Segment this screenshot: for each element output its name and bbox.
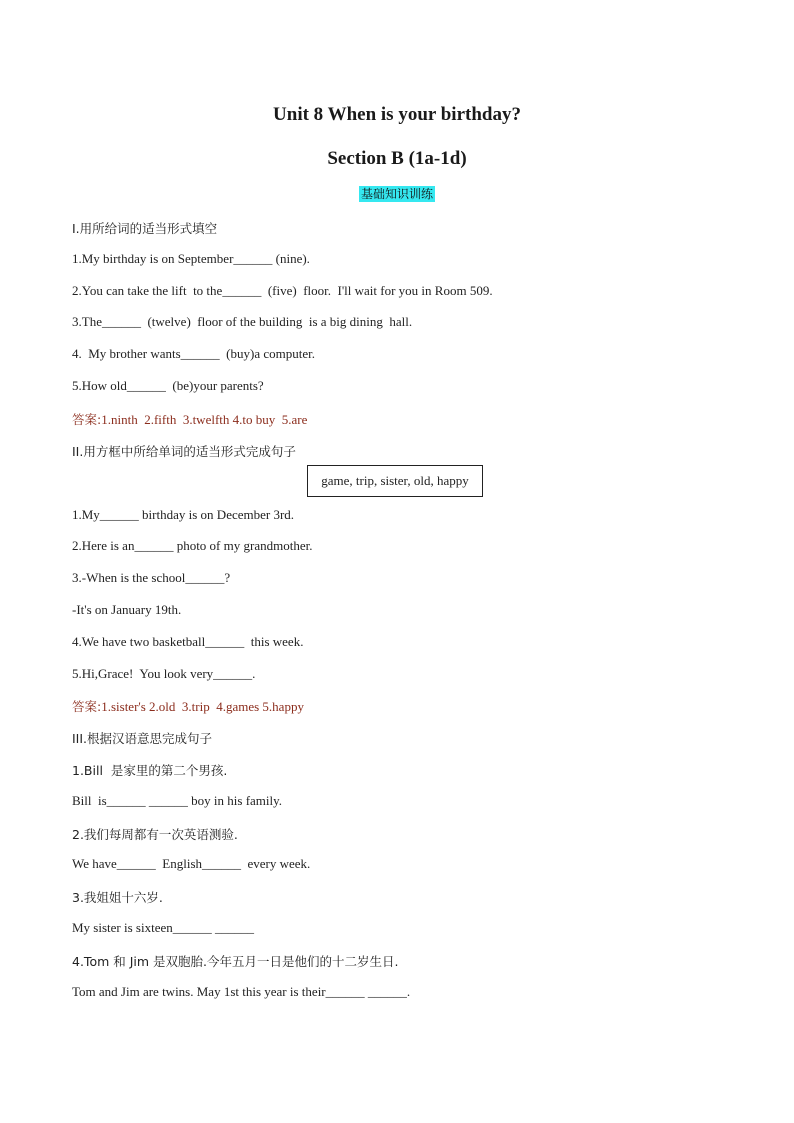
exercise-item: 1.My______ birthday is on December 3rd. xyxy=(72,507,295,522)
exercise-item: 3.-When is the school______? xyxy=(72,570,231,585)
exercise-item: 3.The______ (twelve) floor of the building is a big dining hall. xyxy=(72,314,413,329)
chinese-prompt: 3.我姐姐十六岁. xyxy=(72,890,163,905)
exercise-item: -It's on January 19th. xyxy=(72,602,182,617)
exercise-item: 4. My brother wants______ (buy)a computer. xyxy=(72,346,315,361)
section-3-heading: III.根据汉语意思完成句子 xyxy=(72,731,213,746)
answer-text: 1.sister's 2.old 3.trip 4.games 5.happy xyxy=(101,699,304,714)
chinese-prompt: 2.我们每周都有一次英语测验. xyxy=(72,827,238,842)
exercise-item: 5.Hi,Grace! You look very______. xyxy=(72,666,256,681)
exercise-item: Tom and Jim are twins. May 1st this year is their______ ______. xyxy=(72,984,411,999)
exercise-item: 5.How old______ (be)your parents? xyxy=(72,378,264,393)
chinese-prompt: 1.Bill 是家里的第二个男孩. xyxy=(72,763,228,778)
chinese-prompt: 4.Tom 和 Jim 是双胞胎.今年五月一日是他们的十二岁生日. xyxy=(72,954,399,969)
page-title: Unit 8 When is your birthday? xyxy=(273,104,521,125)
page-subtitle: Section B (1a-1d) xyxy=(327,148,467,169)
exercise-item: We have______ English______ every week. xyxy=(72,856,311,871)
exercise-item: 1.My birthday is on September______ (nine). xyxy=(72,251,310,266)
exercise-item: 4.We have two basketball______ this week. xyxy=(72,634,304,649)
section-label xyxy=(0,185,794,202)
answer-text: 1.ninth 2.fifth 3.twelfth 4.to buy 5.are xyxy=(101,412,308,427)
answer-label: 答案: xyxy=(72,412,102,427)
exercise-item: Bill is______ ______ boy in his family. xyxy=(72,793,283,808)
exercise-item: 2.You can take the lift to the______ (five) floor. I'll wait for you in Room 509. xyxy=(72,283,493,298)
answer-label: 答案: xyxy=(72,699,102,714)
answer-line xyxy=(72,697,304,715)
section-1-heading: I.用所给词的适当形式填空 xyxy=(72,221,218,236)
section-2-heading: II.用方框中所给单词的适当形式完成句子 xyxy=(72,444,296,459)
answer-line xyxy=(72,410,307,428)
exercise-item: My sister is sixteen______ ______ xyxy=(72,920,254,935)
exercise-item: 2.Here is an______ photo of my grandmother. xyxy=(72,538,313,553)
word-box: game, trip, sister, old, happy xyxy=(307,465,483,497)
highlight-label: 基础知识训练 xyxy=(360,187,433,201)
